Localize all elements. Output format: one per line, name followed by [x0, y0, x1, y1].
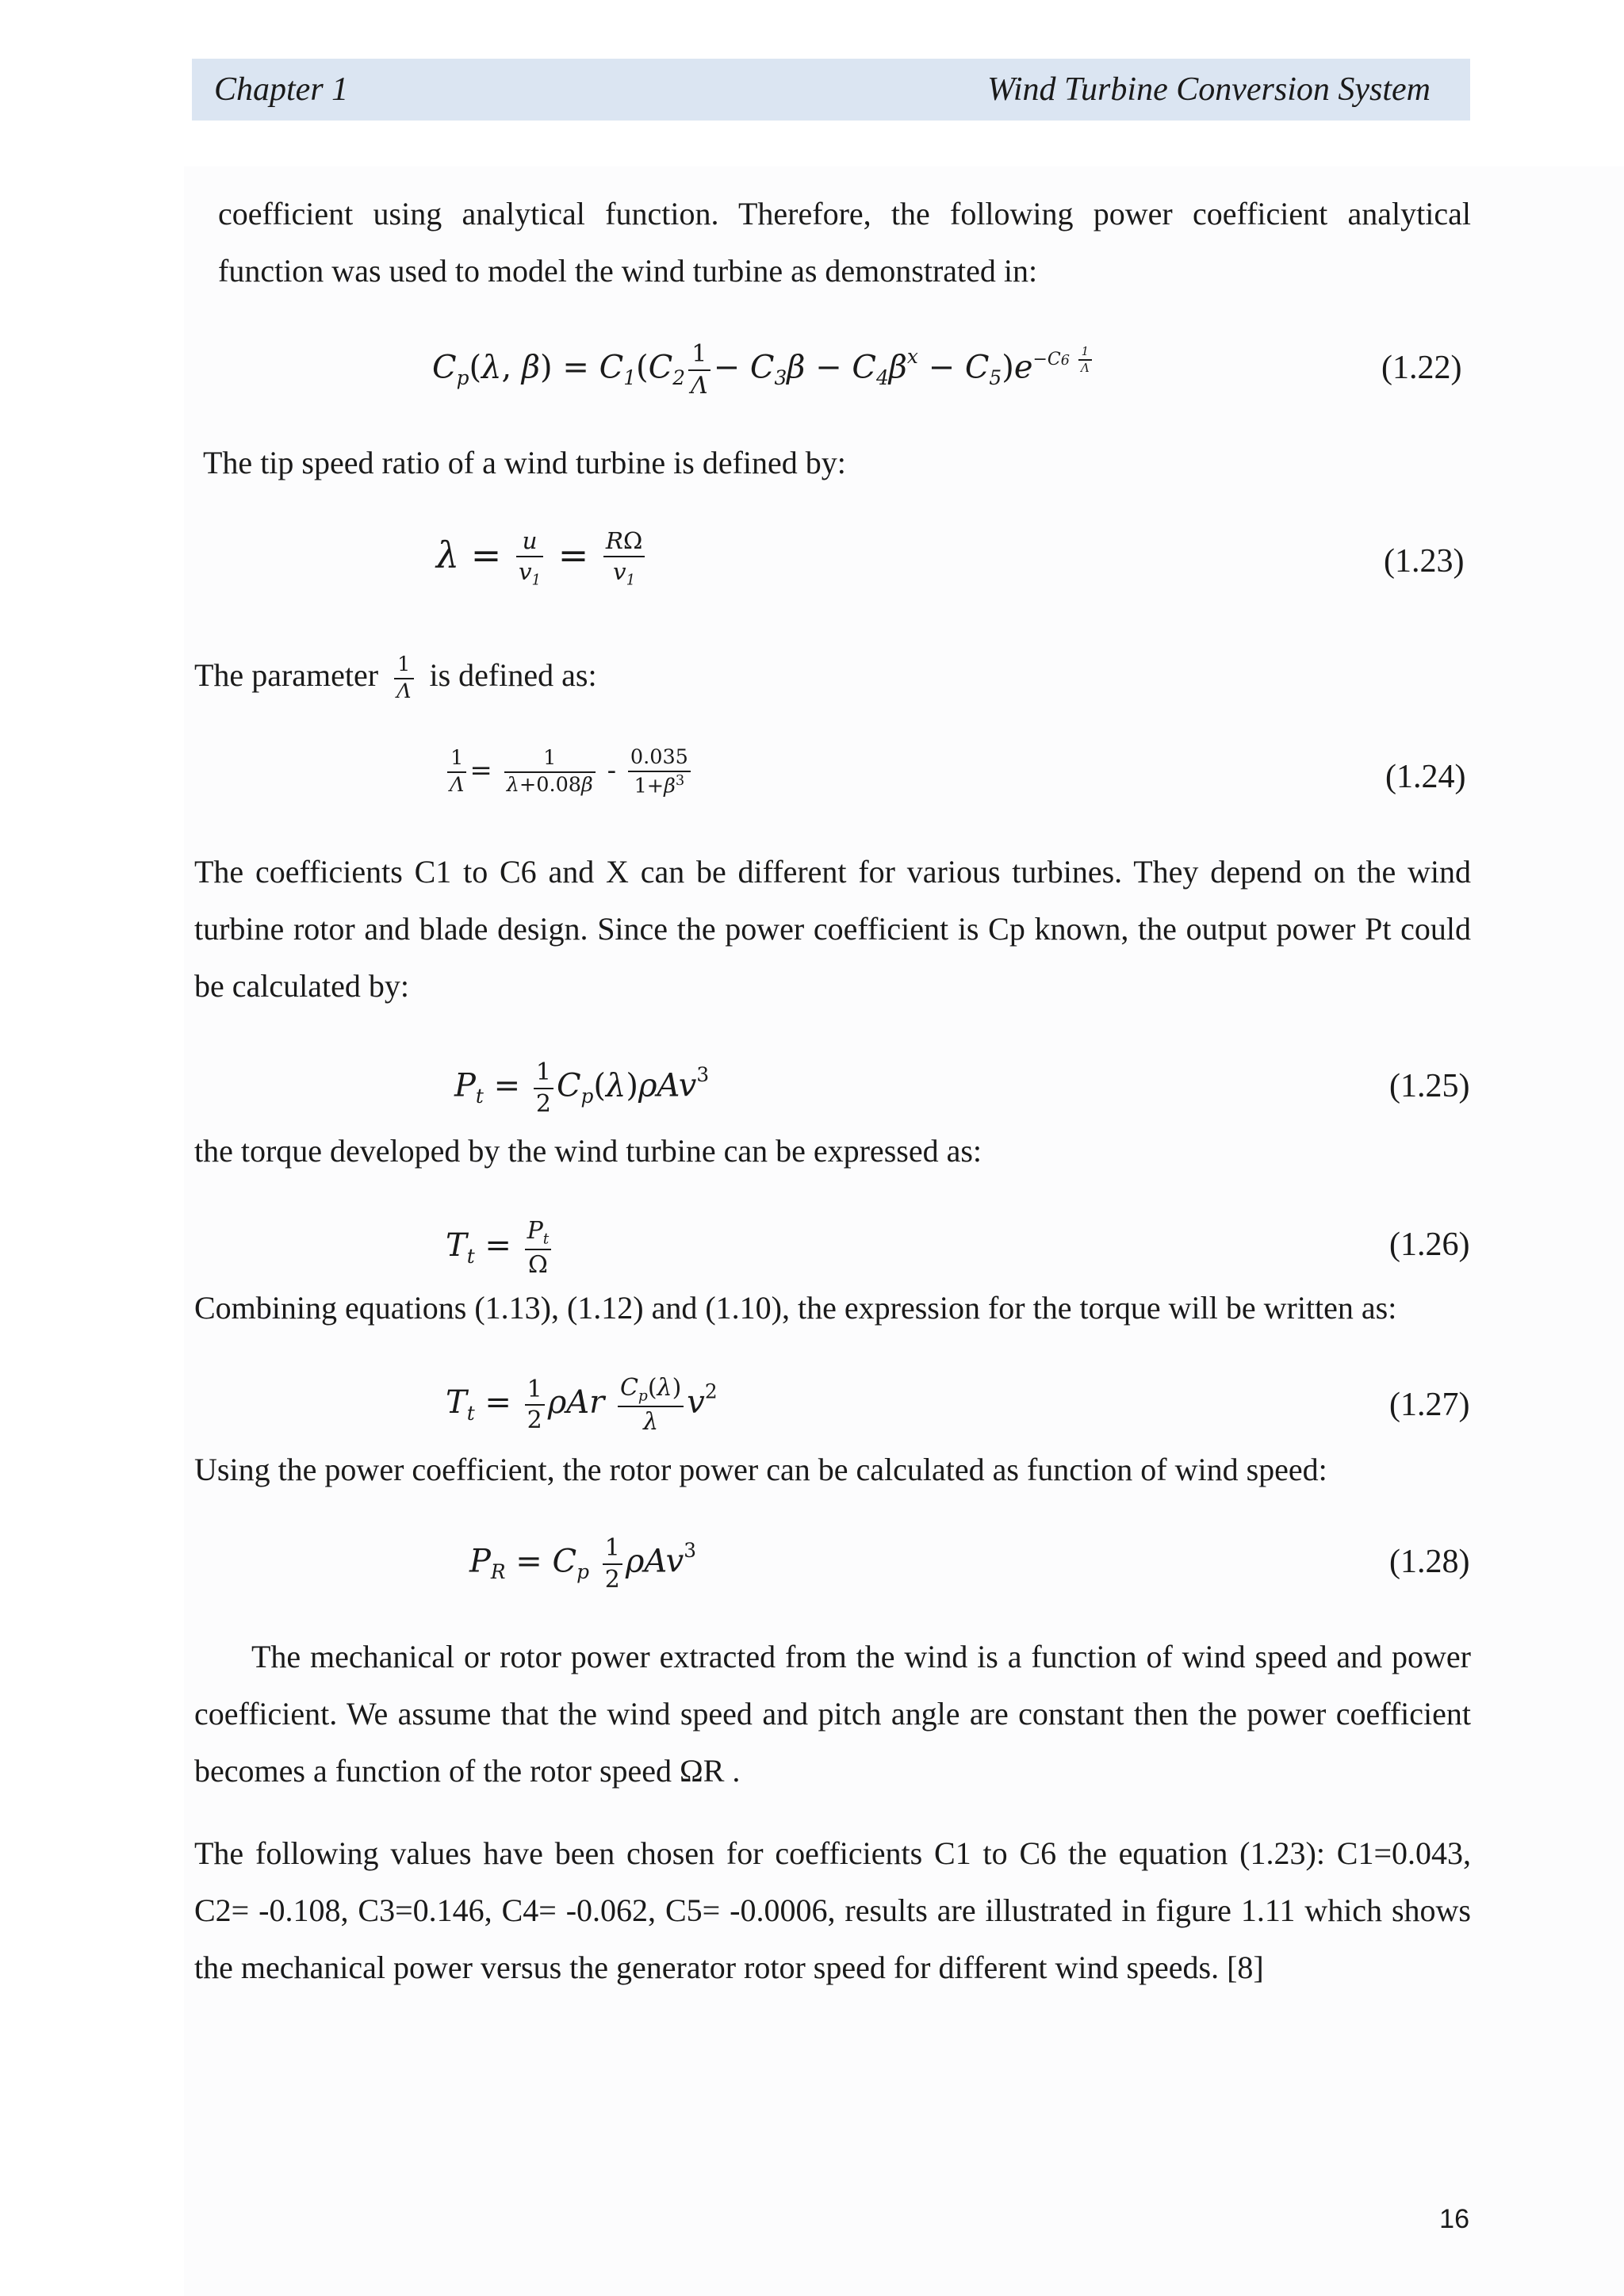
equation-number: (1.26)	[1389, 1226, 1470, 1263]
page-number: 16	[1439, 2204, 1469, 2234]
equation-number: (1.27)	[1389, 1387, 1470, 1423]
parameter-text-before: The parameter	[194, 657, 379, 693]
running-header	[192, 59, 1470, 121]
equation-number: (1.24)	[1385, 759, 1466, 795]
equation-number: (1.22)	[1381, 350, 1462, 386]
equation-1-25: $P_t$ = $\frac{1}{2}$ $C_p(\lambda)\rho Av^3$	[454, 1058, 710, 1118]
chapter-title: Wind Turbine Conversion System	[987, 71, 1431, 108]
paragraph-torque: the torque developed by the wind turbine can be expressed as:	[194, 1133, 982, 1169]
paragraph-tip-speed: The tip speed ratio of a wind turbine is defined by:	[203, 445, 846, 480]
equation-1-27: $T_t$ = $\frac{1}{2}$ ρAr $\frac{C_p(\lambda)}{\lambda}$ $v^2$	[446, 1374, 718, 1436]
paragraph-parameter	[194, 647, 987, 705]
paragraph-coefficient-values: The following values have been chosen for coefficients C1 to C6 the equation (1.23): C1=0.043, C2= -0.108, C3=0.146, C4= -0.062, C5= -0.0006, results are illustrated in figure 1.11 which shows the mechanical power versus the generator rotor speed for different wind speeds. [8]	[194, 1835, 1471, 1985]
equation-1-26: $T_t$ = $\frac{P_t}{\Omega}$	[446, 1216, 554, 1280]
paragraph-coefficients: The coefficients C1 to C6 and X can be different for various turbines. They depend on the wind turbine rotor and blade design. Since the power coefficient is Cp known, the output power Pt could be calculated by:	[194, 854, 1471, 1004]
equation-1-23: λ = $\frac{u}{v_1}$ = $\frac{R\Omega}{v_1}$	[436, 526, 648, 590]
equation-1-22: $C_p(\lambda$, $\beta) = C_1(C_2$ $\frac{1}{\Lambda}$ − $C_3\beta - C_4\beta^x - C_5)e^{-C6 \frac{1}{\Lambda}}$	[432, 339, 1095, 400]
chapter-label: Chapter 1	[214, 71, 349, 108]
equation-1-28: $P_R = C_p$ $\frac{1}{2}$ ρAv$^3$	[469, 1534, 697, 1594]
paragraph-rotor-power: Using the power coefficient, the rotor power can be calculated as function of wind speed:	[194, 1452, 1327, 1487]
parameter-text-after: is defined as:	[429, 657, 597, 693]
equation-1-24: $\frac{1}{\Lambda}$ = $\frac{1}{\lambda+0.08\beta}$ - $\frac{0.035}{1+\beta^3}$	[444, 745, 694, 799]
equation-number: (1.23)	[1384, 543, 1465, 580]
inline-fraction: $\frac{1}{\Lambda}$	[394, 652, 413, 705]
equation-number: (1.28)	[1389, 1544, 1470, 1580]
equation-number: (1.25)	[1389, 1068, 1470, 1104]
paragraph-mechanical-power: The mechanical or rotor power extracted from the wind is a function of wind speed and power coefficient. We assume that the wind speed and pitch angle are constant then the power coefficient becomes a function of the rotor speed ΩR .	[194, 1639, 1471, 1789]
paragraph-intro: coefficient using analytical function. Therefore, the following power coefficient analytical function was used to model the wind turbine as demonstrated in:	[218, 196, 1471, 289]
paragraph-combining: Combining equations (1.13), (1.12) and (1.10), the expression for the torque will be written as:	[194, 1290, 1397, 1326]
